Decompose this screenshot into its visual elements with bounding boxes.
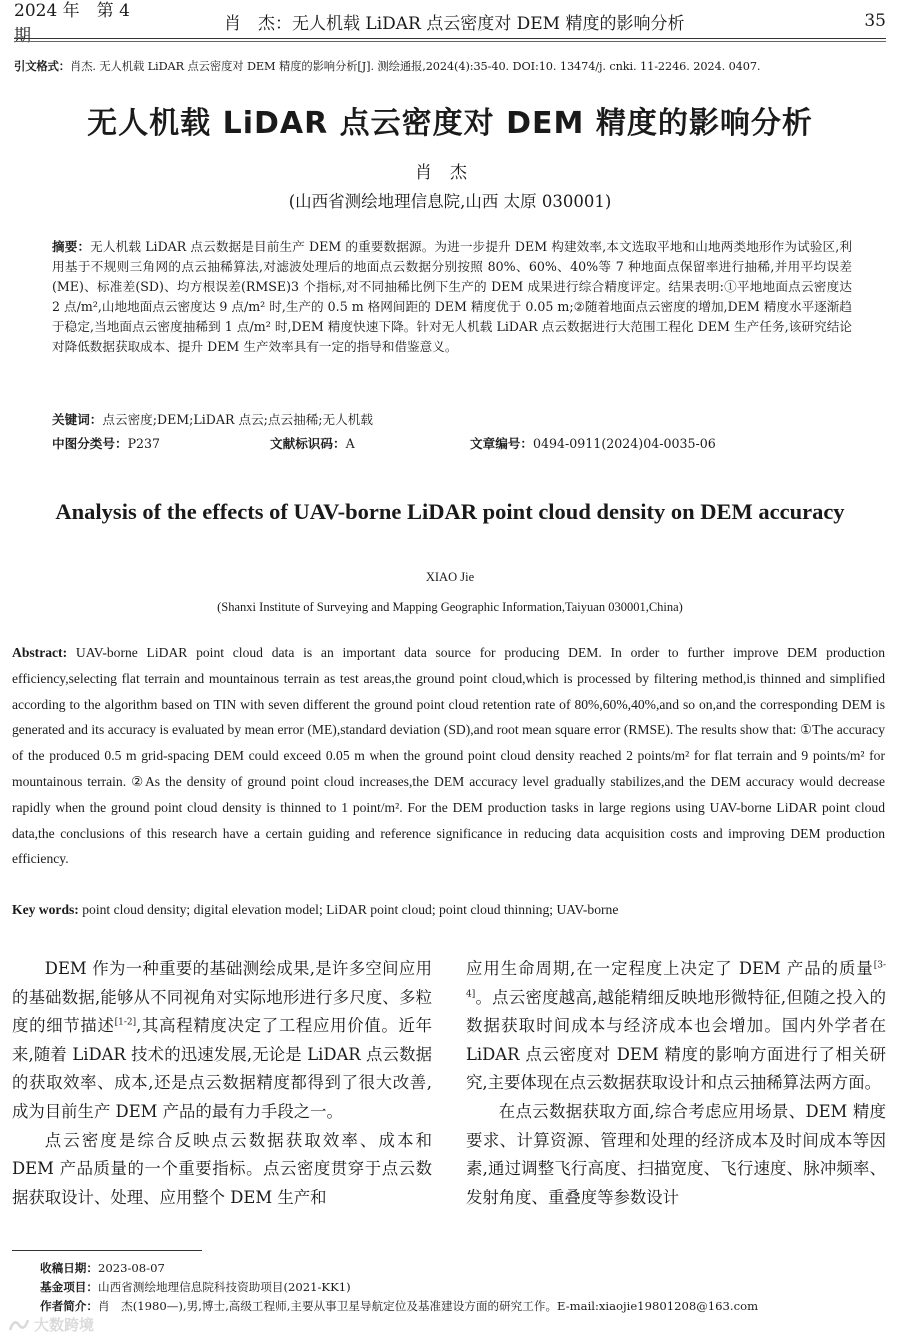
citation-format xyxy=(14,58,886,74)
citation-text: 肖杰. 无人机载 LiDAR 点云密度对 DEM 精度的影响分析[J]. 测绘通报,2024(4):35-40. DOI:10. 13474/j. cnki. 11-2246. 2024. 0407. xyxy=(70,60,761,73)
received-date xyxy=(40,1259,890,1278)
chinese-title: 无人机载 LiDAR 点云密度对 DEM 精度的影响分析 xyxy=(87,106,813,141)
author-bio-text: 肖 杰(1980—),男,博士,高级工程师,主要从事卫星导航定位及基准建设方面的研究工作。E-mail:xiaojie19801208@163.com xyxy=(97,1299,759,1313)
fund-label: 基金项目： xyxy=(40,1280,98,1294)
header-rule xyxy=(14,38,886,39)
issue-label: 2024 年 第 4 期 xyxy=(14,1,130,46)
english-author: XIAO Jie xyxy=(425,570,475,584)
chinese-affiliation: (山西省测绘地理信息院,山西 太原 030001) xyxy=(288,192,612,211)
body-column-left xyxy=(12,955,432,1212)
chinese-author: 肖杰 xyxy=(415,163,485,183)
chinese-abstract xyxy=(52,237,852,357)
page-number: 35 xyxy=(864,11,886,31)
chinese-abstract-label: 摘要： xyxy=(52,239,91,254)
document-code xyxy=(270,433,470,452)
english-title: Analysis of the effects of UAV-borne LiDAR point cloud density on DEM accuracy xyxy=(55,499,845,524)
reference-marker[interactable]: [3-4] xyxy=(466,960,886,1000)
citation-label: 引文格式： xyxy=(14,59,70,73)
footnote xyxy=(40,1259,890,1316)
fund-project xyxy=(40,1278,890,1297)
received-label: 收稿日期： xyxy=(40,1261,98,1275)
article-number-label: 文章编号： xyxy=(470,436,533,451)
chinese-keywords-text: 点云密度;DEM;LiDAR 点云;点云抽稀;无人机载 xyxy=(102,412,373,427)
author-bio-label: 作者简介： xyxy=(40,1299,98,1313)
body-paragraph: 点云密度是综合反映点云数据获取效率、成本和 DEM 产品质量的一个重要指标。点云密度贯穿于点云数据获取设计、处理、应用整个 DEM 生产和 xyxy=(12,1130,432,1207)
header-rule-thin xyxy=(14,41,886,42)
watermark-logo-icon xyxy=(8,1316,30,1334)
body-paragraph xyxy=(466,955,886,1098)
paragraph-text: 。点云密度越高,越能精细反映地形微特征,但随之投入的数据获取时间成本与经济成本也会增加。国内外学者在 LiDAR 点云密度对 DEM 精度的影响方面进行了相关研究,主要体现在点云数据获取设计和点云抽稀算法两方面。 xyxy=(466,987,886,1093)
paragraph-text: DEM 作为一种重要的基础测绘成果,是许多空间应用的基础数据,能够从不同视角对实际地形进行多尺度、多粒度的细节描述 xyxy=(12,959,432,1036)
chinese-keywords xyxy=(52,409,373,428)
english-abstract-label: Abstract: xyxy=(12,645,68,660)
clc-number xyxy=(52,433,270,452)
clc-label: 中图分类号： xyxy=(52,436,128,451)
english-keywords-text: point cloud density; digital elevation model; LiDAR point cloud; point cloud thinning; UAV-borne xyxy=(78,902,619,917)
author-bio xyxy=(40,1297,890,1316)
article-number-value: 0494-0911(2024)04-0035-06 xyxy=(532,436,716,451)
document-code-label: 文献标识码： xyxy=(270,436,346,451)
watermark xyxy=(8,1314,94,1335)
english-abstract xyxy=(12,640,885,872)
english-affiliation: (Shanxi Institute of Surveying and Mapping Geographic Information,Taiyuan 030001,China) xyxy=(217,600,683,614)
reference-marker[interactable]: [1-2] xyxy=(114,1017,137,1028)
article-number xyxy=(470,433,716,452)
clc-value: P237 xyxy=(127,436,161,451)
paragraph-text: 应用生命周期,在一定程度上决定了 DEM 产品的质量 xyxy=(466,959,874,978)
english-keywords-label: Key words: xyxy=(12,902,79,917)
english-abstract-text: UAV-borne LiDAR point cloud data is an important data source for producing DEM. In order to further improve DEM production efficiency,selecting flat terrain and mountainous terrain as test areas,the ground point cloud,which is processed by filtering method,is thinned and simplified according to the algorithm based on TIN with seven different the ground point cloud retention rate of 80%,60%,40%,and so on,and the corresponding DEM is generated and its accuracy is evaluated by mean error (ME),standard deviation (SD),and root mean square error (RMSE). The results show that: ①The accuracy of the produced 0.5 m grid-spacing DEM could exceed 0.05 m when the ground point cloud density reached 2 points/m² for flat terrain and 9 points/m² for mountainous terrain. ②As the density of ground point cloud increases,the DEM accuracy level gradually stabilizes,and the DEM accuracy would decrease rapidly when the ground point cloud density is thinned to 1 point/m². For the DEM production tasks in large regions using UAV-borne LiDAR point cloud data,the conclusions of this research have a certain guiding and reference significance in reducing data acquisition costs and improving DEM production efficiency. xyxy=(12,645,885,867)
watermark-text: 大数跨境 xyxy=(34,1316,95,1334)
english-keywords xyxy=(12,902,618,918)
body-paragraph xyxy=(12,955,432,1127)
received-value: 2023-08-07 xyxy=(97,1261,165,1275)
footnote-rule xyxy=(12,1250,202,1251)
body-column-right xyxy=(466,955,886,1212)
document-code-value: A xyxy=(345,436,355,451)
classification-row xyxy=(52,433,872,452)
chinese-keywords-label: 关键词： xyxy=(52,412,103,427)
running-title: 肖 杰：无人机载 LiDAR 点云密度对 DEM 精度的影响分析 xyxy=(224,13,685,34)
chinese-abstract-text: 无人机载 LiDAR 点云数据是目前生产 DEM 的重要数据源。为进一步提升 DEM 构建效率,本文选取平地和山地两类地形作为试验区,利用基于不规则三角网的点云抽稀算法,对滤波处理后的地面点云数据分别按照 80%、60%、40%等 7 种地面点保留率进行抽稀,并用平均误差(ME)、标准差(SD)、均方根误差(RMSE)3 个指标,对不同抽稀比例下生产的 DEM 成果进行综合精度评定。结果表明:①平地地面点云密度达 2 点/m²,山地地面点云密度达 9 点/m² 时,生产的 0.5 m 格网间距的 DEM 精度优于 0.05 m;②随着地面点云密度的增加,DEM 精度水平逐渐趋于稳定,当地面点云密度抽稀到 1 点/m² 时,DEM 精度快速下降。针对无人机载 LiDAR 点云数据进行大范围工程化 DEM 生产任务,该研究结论对降低数据获取成本、提升 DEM 生产效率具有一定的指导和借鉴意义。 xyxy=(52,239,852,354)
paragraph-text: ,其高程精度决定了工程应用价值。近年来,随着 LiDAR 技术的迅速发展,无论是 LiDAR 点云数据的获取效率、成本,还是点云数据精度都得到了很大改善,成为目前生产 DEM 产品的最有力手段之一。 xyxy=(12,1016,432,1121)
fund-value: 山西省测绘地理信息院科技资助项目(2021-KK1) xyxy=(97,1280,351,1294)
running-head xyxy=(14,1,886,46)
body-paragraph: 在点云数据获取方面,综合考虑应用场景、DEM 精度要求、计算资源、管理和处理的经济成本及时间成本等因素,通过调整飞行高度、扫描宽度、飞行速度、脉冲频率、发射角度、重叠度等参数设计 xyxy=(466,1101,886,1207)
